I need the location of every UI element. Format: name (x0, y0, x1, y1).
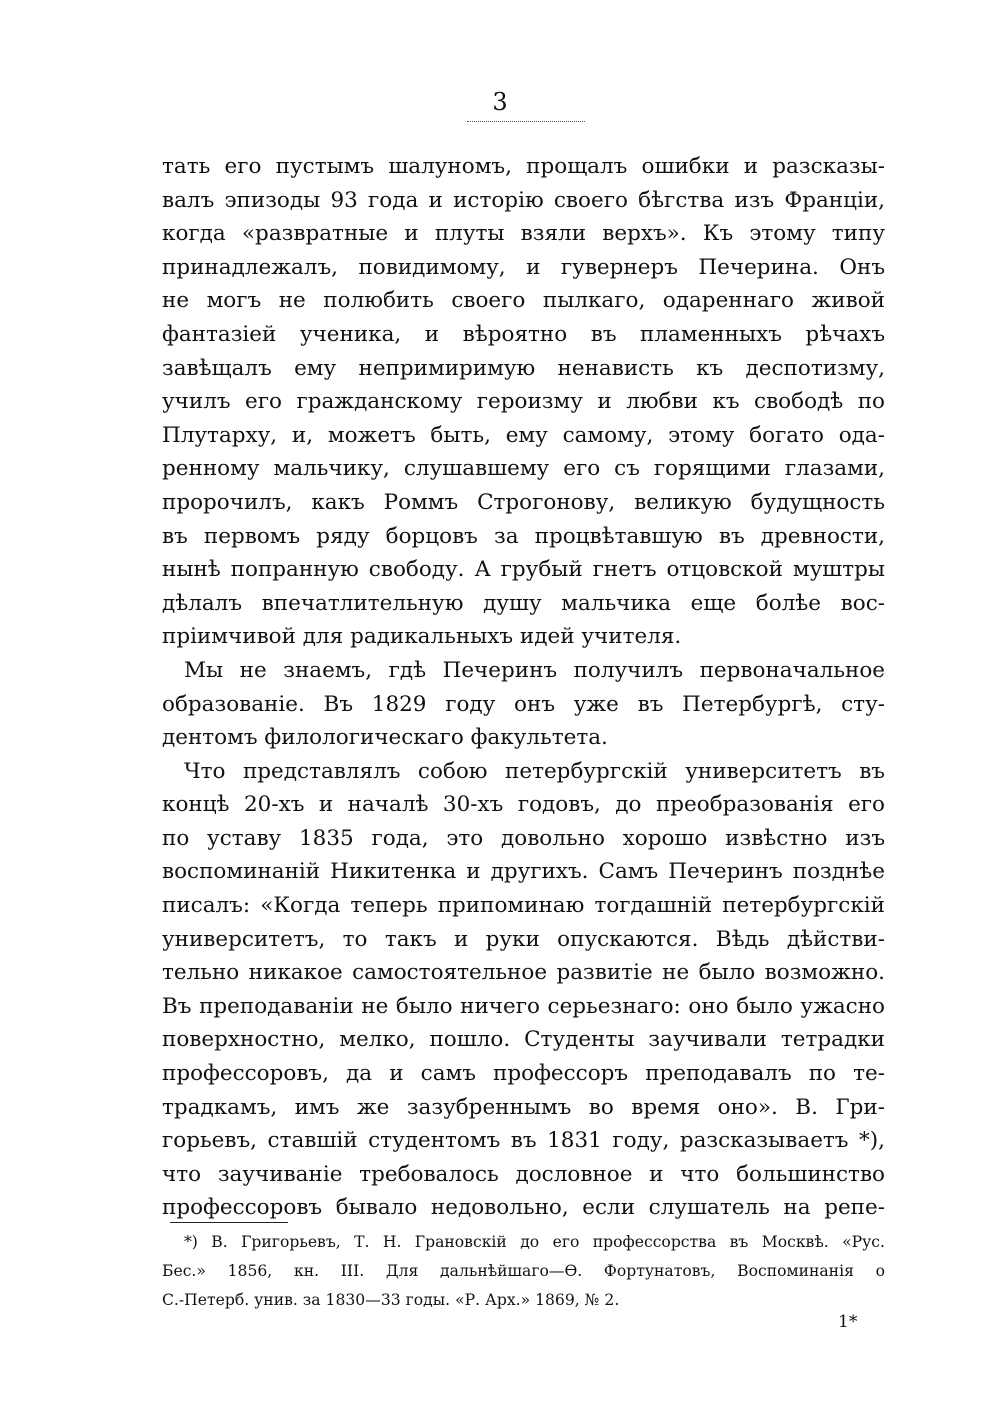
text-line: дентомъ филологическаго факультета. (162, 725, 608, 751)
text-line: училъ его гражданскому героизму и любви къ свободѣ по (162, 389, 885, 415)
text-line: университетъ, то такъ и руки опускаются. Вѣдь дѣйстви- (162, 926, 885, 952)
text-line: нынѣ попранную свободу. А грубый гнетъ отцовской муштры (162, 557, 885, 583)
footnote-line: *) В. Григорьевъ, Т. Н. Грановскій до его профессорства въ Москвѣ. «Рус. (184, 1233, 885, 1251)
signature-mark: 1* (838, 1312, 858, 1332)
text-line: принадлежалъ, повидимому, и гувернеръ Печерина. Онъ (162, 254, 885, 280)
text-line: дѣлалъ впечатлительную душу мальчика еще болѣе вос- (162, 590, 885, 616)
text-line: валъ эпизоды 93 года и исторію своего бѣгства изъ Франціи, (162, 187, 885, 213)
text-line: Плутарху, и, можетъ быть, ему самому, этому богато ода- (162, 422, 885, 448)
text-line: тельно никакое самостоятельное развитіе не было возможно. (162, 960, 885, 986)
footnote-line: Бес.» 1856, кн. III. Для дальнѣйшаго—Ѳ. Фортунатовъ, Воспоминанія о (162, 1262, 885, 1280)
text-line: образованіе. Въ 1829 году онъ уже въ Петербургѣ, сту- (162, 691, 885, 717)
text-line: ренному мальчику, слушавшему его съ горящими глазами, (162, 456, 885, 482)
text-line: писалъ: «Когда теперь припоминаю тогдашній петербургскій (162, 893, 885, 919)
text-line: пріимчивой для радикальныхъ идей учителя. (162, 624, 682, 650)
footnotes (162, 1228, 885, 1315)
text-line: фантазіей ученика, и вѣроятно въ пламенныхъ рѣчахъ (162, 321, 885, 347)
text-line: не могъ не полюбить своего пылкаго, одареннаго живой (162, 288, 885, 314)
header-divider (467, 121, 585, 122)
body-text (162, 150, 885, 1225)
text-line: горьевъ, ставшій студентомъ въ 1831 году, разсказываетъ *), (162, 1128, 885, 1154)
text-line: въ первомъ ряду борцовъ за процвѣтавшую въ древности, (162, 523, 885, 549)
text-line: когда «развратные и плуты взяли верхъ». Къ этому типу (162, 221, 885, 247)
text-line: что заучиваніе требовалось дословное и что большинство (162, 1161, 885, 1187)
footnote-divider (170, 1222, 288, 1223)
text-line: профессоровъ бывало недовольно, если слушатель на репе- (162, 1195, 885, 1221)
text-line: традкамъ, имъ же зазубреннымъ во время оно». В. Гри- (162, 1094, 885, 1120)
text-line: по уставу 1835 года, это довольно хорошо извѣстно изъ (162, 825, 885, 851)
paragraph-start-line: Мы не знаемъ, гдѣ Печеринъ получилъ первоначальное (184, 657, 885, 683)
text-line: концѣ 20-хъ и началѣ 30-хъ годовъ, до преобразованія его (162, 792, 885, 818)
text-line: завѣщалъ ему непримиримую ненависть къ деспотизму, (162, 355, 885, 381)
text-line: пророчилъ, какъ Роммъ Строгонову, великую будущность (162, 489, 885, 515)
footnote-line: С.-Петерб. унив. за 1830—33 годы. «Р. Арх.» 1869, № 2. (162, 1291, 620, 1309)
paragraph-start-line: Что представлялъ собою петербургскій университетъ въ (184, 758, 885, 784)
text-line: поверхностно, мелко, пошло. Студенты заучивали тетрадки (162, 1027, 885, 1053)
text-line: профессоровъ, да и самъ профессоръ преподавалъ по те- (162, 1061, 885, 1087)
text-line: Въ преподаваніи не было ничего серьезнаго: оно было ужасно (162, 993, 885, 1019)
text-line: воспоминаній Никитенка и другихъ. Самъ Печеринъ позднѣе (162, 859, 885, 885)
text-line: тать его пустымъ шалуномъ, прощалъ ошибки и разсказы- (162, 154, 885, 179)
page-number: 3 (492, 88, 508, 116)
